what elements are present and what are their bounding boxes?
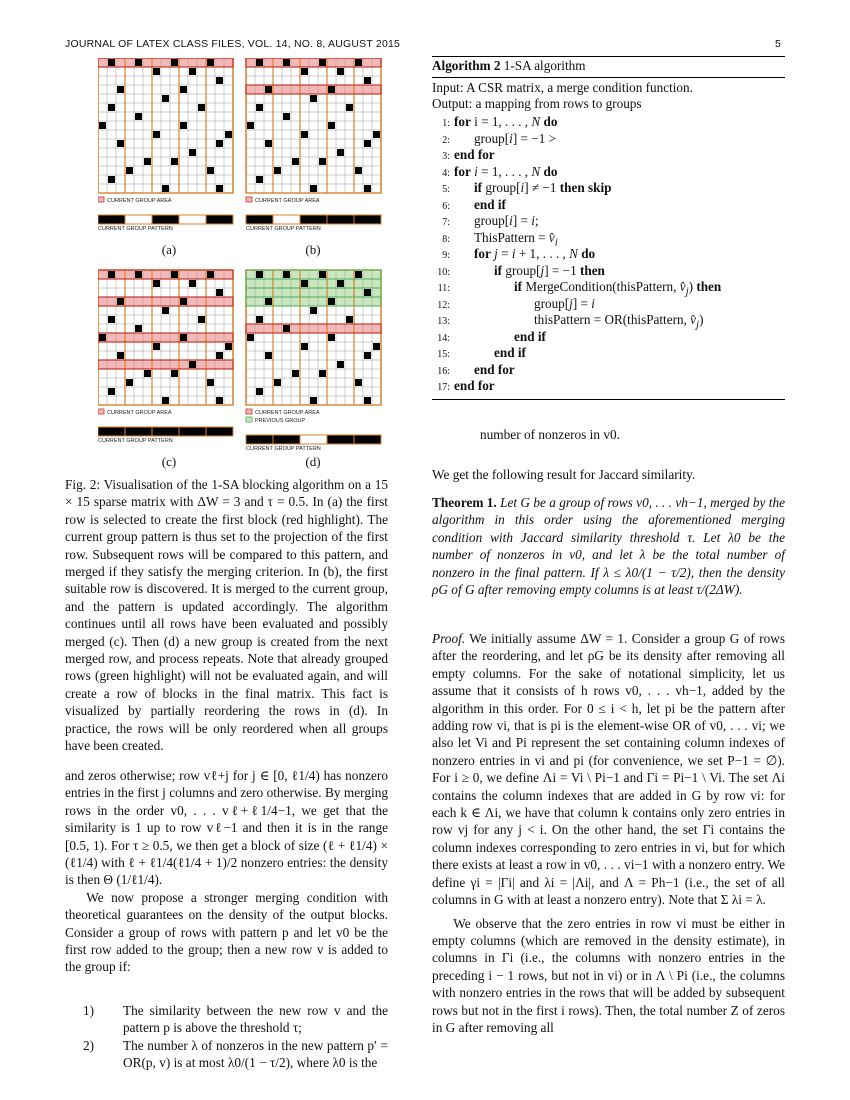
legend-group-pattern: CURRENT GROUP PATTERN <box>98 226 173 232</box>
nonzero-cell <box>180 86 187 93</box>
algorithm-line: 15: end if <box>437 345 526 360</box>
nonzero-cell <box>225 343 232 350</box>
panel-label-c: (c) <box>161 454 177 469</box>
panel-label-b: (b) <box>305 242 321 257</box>
nonzero-cell <box>265 140 272 147</box>
algorithm-line: 13: thisPattern = OR(thisPattern, $v̂_j$) <box>437 312 704 331</box>
nonzero-cell <box>117 140 124 147</box>
algorithm-line: 5: if group[i] ≠ −1 then skip <box>442 180 612 195</box>
nonzero-cell <box>247 122 254 129</box>
nonzero-cell <box>337 68 344 75</box>
algorithm-line: 3: end for <box>442 147 495 162</box>
legend-group-pattern: CURRENT GROUP PATTERN <box>246 446 321 452</box>
nonzero-cell <box>301 68 308 75</box>
nonzero-cell <box>301 280 308 287</box>
nonzero-cell <box>256 176 263 183</box>
nonzero-cell <box>135 325 142 332</box>
nonzero-cell <box>162 397 169 404</box>
nonzero-cell <box>355 167 362 174</box>
nonzero-cell <box>337 149 344 156</box>
nonzero-cell <box>256 316 263 323</box>
nonzero-cell <box>108 104 115 111</box>
nonzero-cell <box>364 185 371 192</box>
algorithm-line: 14: end if <box>437 328 546 344</box>
page-number: 5 <box>775 38 782 50</box>
nonzero-cell <box>328 86 335 93</box>
nonzero-cell <box>283 113 290 120</box>
nonzero-cell <box>162 185 169 192</box>
nonzero-cell <box>108 176 115 183</box>
nonzero-cell <box>108 316 115 323</box>
algorithm-line: 12: group[j] = i <box>437 295 595 311</box>
list-item: 1) The similarity between the new row v and the pattern p is above the threshold τ; <box>83 1003 388 1036</box>
nonzero-cell <box>99 122 106 129</box>
algorithm-input: Input: A CSR matrix, a merge condition function. <box>432 80 693 95</box>
nonzero-cell <box>225 131 232 138</box>
paragraph-merge-condition: We now propose a stronger merging condition with theoretical guarantees on the density of the output blocks. Consider a group of rows with pattern p and let v0 be the first row added to the group; then a new row v is added to the group if: <box>65 889 388 975</box>
nonzero-cell <box>364 289 371 296</box>
paragraph-construction: and zeros otherwise; row vℓ+j for j ∈ [0, ℓ1/4) has nonzero entries in the first j columns and zero otherwise. By merging rows in the order v0, . . . vℓ+ℓ1/4−1, we get that the similarity is 1 up to row vℓ−1 and then it is in the range [0.5, 1). For τ ≥ 0.5, we then get a block of size (ℓ + ℓ1/4) × (ℓ1/4) with ℓ + ℓ1/4(ℓ1/4 + 1)/2 nonzero entries: the density is then Θ (1/ℓ1/4). <box>65 768 388 888</box>
nonzero-cell <box>153 280 160 287</box>
legend-group-pattern: CURRENT GROUP PATTERN <box>98 438 173 444</box>
nonzero-cell <box>301 343 308 350</box>
nonzero-cell <box>180 122 187 129</box>
nonzero-cell <box>117 86 124 93</box>
panel-label-a: (a) <box>161 242 177 257</box>
jaccard-intro: We get the following result for Jaccard similarity. <box>432 467 696 482</box>
paragraph-zero-entries: We observe that the zero entries in row vi must be either in empty columns (which are removed in the density estimate), in columns in Γi (i.e., the columns with nonzero entries in the preceding i − 1 rows, but not in vi) or in Λ \ Pi (i.e., the columns with nonzero entries in the rows that will be added by subsequent rows but not in the first i rows). Then, the total number Z of zeros in G after removing all <box>432 915 785 1035</box>
nonzero-cell <box>198 104 205 111</box>
nonzero-cell <box>247 334 254 341</box>
algorithm-line: 8: ThisPattern = $v̂_i$ <box>442 229 558 249</box>
nonzero-cell <box>256 59 263 66</box>
nonzero-cell <box>126 379 133 386</box>
nonzero-cell <box>292 158 299 165</box>
nonzero-cell <box>346 316 353 323</box>
nonzero-cell <box>256 271 263 278</box>
nonzero-cell <box>216 77 223 84</box>
matrix-panel <box>246 270 381 452</box>
algorithm-lines <box>432 114 785 395</box>
figure-caption: Fig. 2: Visualisation of the 1-SA blocking algorithm on a 15 × 15 sparse matrix with ΔW = 3 and τ = 0.5. In (a) the first row is selected to create the first block (red highlight). The current group pattern is thus set to the projection of the first row. Subsequent rows will be compared to this pattern, and merged if they satisfy the merging criterion. In (b), the first suitable row is discovered. It is merged to the current group, and the pattern is updated accordingly. The algorithm continues until all rows have been evaluated and possibly merged (c). Then (d) a new group is created from the next merged row, and process repeats. Note that already grouped rows (green highlight) will not be evaluated again, and will create a row of blocks in the final matrix. This fact is visualized by partially reordering the rows in (d). In practice, the rows will be only reordered when all groups have been created. <box>65 477 388 754</box>
figure-panels <box>98 58 388 478</box>
figure-2 <box>98 58 388 478</box>
proof: Proof. We initially assume ΔW = 1. Consider a group G of rows after the reordering, and let ρG be its density after removing all empty columns. For the sake of notational simplicity, let us assume that it consists of h rows v0, . . . vh−1, added by the algorithm in this order. For 0 ≤ i < h, let pi be the pattern after adding row vi, that is pi is the element-wise OR of v0, . . . vi; we also let Vi and Pi represent the set containing column indexes of nonzero entries in vi and pi (for convenience, we set P−1 = ∅). For i ≥ 0, we define Λi = Vi \ Pi−1 and Γi = Pi−1 \ Vi. The set Λi contains the column indexes that are added in G by row vi: for each k ∈ Λi, we have that column k contains only zero entries in row vj for any j < i. On the other hand, the set Γi contains the column indexes corresponding to zero entries in vi, but for which there exists at least a row in v0, . . . vi−1 with a nonzero entry. We define γi = |Γi| and λi = |Λi|, and Λ = Ph−1 (i.e., the set of all columns in G with at least a nonzero entry). Note that Σ λi = λ. We observe that the zero entries in row vi must be either in empty columns (which are removed in the density estimate), in columns in Γi (i.e., the columns with nonzero entries in the preceding i − 1 rows, but not in vi) or in Λ \ Pi (i.e., the columns with nonzero entries in the rows that will be added by subsequent rows but not in the first i rows). Then, the total number Z of zeros in G after removing all <box>432 631 786 1035</box>
nonzero-cell <box>108 271 115 278</box>
algorithm-line: 1: for i = 1, . . . , N do <box>442 114 558 129</box>
nonzero-cell <box>144 158 151 165</box>
nonzero-cell <box>135 113 142 120</box>
nonzero-cell <box>373 131 380 138</box>
nonzero-cell <box>162 95 169 102</box>
nonzero-cell <box>207 167 214 174</box>
nonzero-cell <box>265 298 272 305</box>
matrix-panel <box>246 58 381 232</box>
nonzero-cell <box>346 104 353 111</box>
nonzero-cell <box>153 68 160 75</box>
nonzero-cell <box>310 307 317 314</box>
nonzero-cell <box>364 77 371 84</box>
nonzero-cell <box>117 352 124 359</box>
nonzero-cell <box>135 271 142 278</box>
nonzero-cell <box>328 334 335 341</box>
algorithm-line: 11: if MergeCondition(thisPattern, $v̂_j$) then <box>437 279 722 298</box>
algorithm-label: Algorithm 2 <box>432 58 501 73</box>
matrix-panel <box>98 58 233 232</box>
list-item: 2) The number λ of nonzeros in the new pattern p′ = OR(p, v) is at most λ0/(1 − τ/2), where λ0 is the <box>83 1037 388 1071</box>
nonzero-cell <box>189 361 196 368</box>
nonzero-cell <box>265 86 272 93</box>
left-column-text <box>65 767 388 976</box>
nonzero-cell <box>126 167 133 174</box>
nonzero-cell <box>207 379 214 386</box>
nonzero-cell <box>283 271 290 278</box>
nonzero-cell <box>310 185 317 192</box>
algorithm-line: 7: group[i] = i; <box>442 213 539 228</box>
algorithm-line: 9: for j = i + 1, . . . , N do <box>442 246 596 261</box>
algorithm-line: 4: for i = 1, . . . , N do <box>442 163 558 179</box>
nonzero-cell <box>216 397 223 404</box>
algorithm-line: 17: end for <box>437 378 495 393</box>
nonzero-cell <box>283 59 290 66</box>
matrix-panel <box>98 270 233 444</box>
nonzero-cell <box>310 95 317 102</box>
nonzero-cell <box>108 59 115 66</box>
nonzero-cell <box>256 104 263 111</box>
nonzero-cell <box>274 167 281 174</box>
nonzero-cell <box>337 361 344 368</box>
nonzero-cell <box>180 334 187 341</box>
legend-group-area: CURRENT GROUP AREA <box>107 410 172 416</box>
nonzero-cell <box>144 370 151 377</box>
nonzero-cell <box>171 158 178 165</box>
nonzero-cell <box>355 59 362 66</box>
nonzero-cell <box>117 298 124 305</box>
nonzero-cell <box>180 298 187 305</box>
nonzero-cell <box>319 370 326 377</box>
nonzero-cell <box>256 388 263 395</box>
merge-conditions-list <box>65 1002 388 1072</box>
continuation-line: number of nonzeros in v0. <box>480 427 620 442</box>
nonzero-cell <box>153 131 160 138</box>
nonzero-cell <box>198 316 205 323</box>
nonzero-cell <box>108 388 115 395</box>
legend-group-pattern: CURRENT GROUP PATTERN <box>246 226 321 232</box>
nonzero-cell <box>265 352 272 359</box>
nonzero-cell <box>189 68 196 75</box>
algorithm-output: Output: a mapping from rows to groups <box>432 96 642 111</box>
nonzero-cell <box>310 397 317 404</box>
nonzero-cell <box>337 280 344 287</box>
nonzero-cell <box>171 271 178 278</box>
legend-group-area: CURRENT GROUP AREA <box>255 198 320 204</box>
nonzero-cell <box>364 140 371 147</box>
nonzero-cell <box>301 131 308 138</box>
algorithm-box <box>432 56 785 400</box>
nonzero-cell <box>373 343 380 350</box>
nonzero-cell <box>189 149 196 156</box>
legend-group-area: CURRENT GROUP AREA <box>107 198 172 204</box>
algorithm-line: 2: group[i] = −1 > <box>442 130 557 146</box>
nonzero-cell <box>216 352 223 359</box>
nonzero-cell <box>171 59 178 66</box>
nonzero-cell <box>274 379 281 386</box>
nonzero-cell <box>216 185 223 192</box>
nonzero-cell <box>328 298 335 305</box>
nonzero-cell <box>283 325 290 332</box>
legend-previous-group: PREVIOUS GROUP <box>255 418 306 424</box>
legend-group-area: CURRENT GROUP AREA <box>255 410 320 416</box>
nonzero-cell <box>319 158 326 165</box>
nonzero-cell <box>162 307 169 314</box>
nonzero-cell <box>207 59 214 66</box>
nonzero-cell <box>153 343 160 350</box>
nonzero-cell <box>319 59 326 66</box>
nonzero-cell <box>319 271 326 278</box>
nonzero-cell <box>216 140 223 147</box>
algorithm-line: 16: end for <box>437 361 515 377</box>
nonzero-cell <box>328 122 335 129</box>
algorithm-line: 10: if group[j] = −1 then <box>437 262 605 278</box>
nonzero-cell <box>99 334 106 341</box>
algorithm-title: 1-SA algorithm <box>503 58 586 73</box>
nonzero-cell <box>292 370 299 377</box>
running-header: JOURNAL OF LATEX CLASS FILES, VOL. 14, NO. 8, AUGUST 2015 <box>65 38 401 50</box>
theorem-1: Theorem 1. Let G be a group of rows v0, . . . vh−1, merged by the algorithm in this order using the aforementioned merging condition with Jaccard similarity threshold τ. Let λ0 be the number of nonzeros in v0, and let λ be the total number of nonzero in the final pattern. If λ ≤ λ0/(1 − τ/2), then the density ρG of G after removing empty columns is at least τ/(2ΔW). <box>432 495 785 598</box>
nonzero-cell <box>171 370 178 377</box>
nonzero-cell <box>355 379 362 386</box>
nonzero-cell <box>189 280 196 287</box>
nonzero-cell <box>364 352 371 359</box>
nonzero-cell <box>364 397 371 404</box>
nonzero-cell <box>355 271 362 278</box>
nonzero-cell <box>216 289 223 296</box>
algorithm-line: 6: end if <box>442 196 506 212</box>
nonzero-cell <box>135 59 142 66</box>
nonzero-cell <box>207 271 214 278</box>
panel-label-d: (d) <box>305 454 321 469</box>
